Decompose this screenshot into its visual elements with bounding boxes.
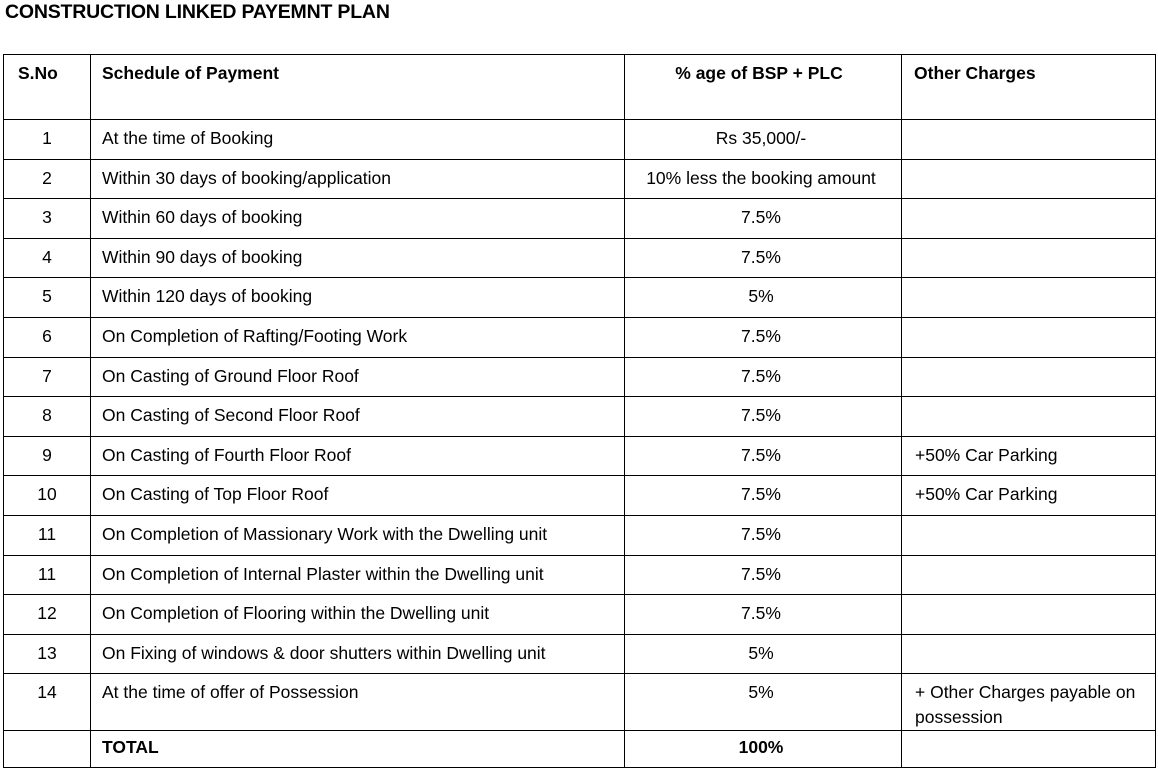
- table-row: [4, 555, 1156, 595]
- cell-percentage: [625, 278, 902, 318]
- cell-other-charges: [902, 634, 1156, 674]
- cell-schedule: [91, 436, 625, 476]
- table-row: [4, 278, 1156, 318]
- cell-percentage: [625, 120, 902, 160]
- other-charges-text: [902, 358, 1155, 364]
- total-label: TOTAL: [102, 737, 159, 758]
- cell-schedule: [91, 731, 625, 768]
- percentage-text: 7.5%: [741, 444, 781, 465]
- percentage-text: 7.5%: [741, 523, 781, 544]
- cell-schedule: [91, 476, 625, 516]
- other-charges-text: [902, 516, 1155, 522]
- cell-sno: [4, 595, 91, 635]
- percentage-text: 7.5%: [741, 246, 781, 267]
- cell-percentage: [625, 731, 902, 768]
- cell-sno: [4, 317, 91, 357]
- cell-sno: [4, 731, 91, 768]
- table-row: [4, 397, 1156, 437]
- cell-schedule: [91, 397, 625, 437]
- sno-text: 2: [42, 167, 52, 188]
- sno-text: 12: [37, 603, 57, 624]
- cell-sno: [4, 555, 91, 595]
- total-other-charges: [902, 731, 1155, 737]
- table-row: [4, 674, 1156, 731]
- cell-percentage: [625, 634, 902, 674]
- table-row: [4, 238, 1156, 278]
- other-charges-text: [902, 160, 1155, 166]
- other-charges-text: [902, 556, 1155, 562]
- sno-text: 1: [42, 128, 52, 148]
- cell-schedule: [91, 317, 625, 357]
- cell-schedule: [91, 357, 625, 397]
- header-percentage-label: % age of BSP + PLC: [675, 63, 843, 83]
- cell-schedule: [91, 555, 625, 595]
- other-charges-text: [902, 397, 1155, 403]
- percentage-text: Rs 35,000/-: [715, 128, 807, 148]
- cell-schedule: [91, 515, 625, 555]
- table-row: [4, 436, 1156, 476]
- cell-sno: [4, 515, 91, 555]
- sno-text: 9: [42, 444, 52, 465]
- percentage-text: 7.5%: [741, 365, 781, 386]
- header-schedule-label: Schedule of Payment: [102, 63, 279, 83]
- schedule-text: On Casting of Top Floor Roof: [102, 484, 329, 505]
- cell-sno: [4, 238, 91, 278]
- sno-text: 3: [42, 207, 52, 228]
- percentage-text: 5%: [748, 286, 774, 307]
- other-charges-text: [902, 239, 1155, 245]
- percentage-text: 7.5%: [741, 563, 781, 584]
- cell-percentage: [625, 357, 902, 397]
- table-row: [4, 515, 1156, 555]
- header-other-charges: [902, 55, 1156, 120]
- page-title: CONSTRUCTION LINKED PAYEMNT PLAN: [5, 1, 390, 23]
- table-header-row: [4, 55, 1156, 120]
- payment-plan-table: [3, 54, 1156, 768]
- other-charges-text: [902, 635, 1155, 641]
- cell-other-charges: [902, 238, 1156, 278]
- sno-text: 8: [42, 405, 52, 426]
- header-sno: [4, 55, 91, 120]
- cell-other-charges: [902, 555, 1156, 595]
- sno-text: 10: [37, 484, 57, 505]
- cell-sno: [4, 674, 91, 731]
- cell-other-charges: [902, 476, 1156, 516]
- table-row: [4, 476, 1156, 516]
- cell-percentage: [625, 515, 902, 555]
- header-other-charges-label: Other Charges: [914, 63, 1036, 83]
- cell-sno: [4, 199, 91, 239]
- schedule-text: Within 120 days of booking: [102, 286, 313, 307]
- cell-schedule: [91, 634, 625, 674]
- total-row: [4, 731, 1156, 768]
- other-charges-text: [902, 595, 1155, 601]
- percentage-text: 7.5%: [741, 484, 781, 505]
- cell-percentage: [625, 317, 902, 357]
- schedule-text: Within 60 days of booking: [102, 207, 303, 228]
- schedule-text: On Fixing of windows & door shutters within Dwelling unit: [102, 642, 546, 663]
- other-charges-text: [902, 278, 1155, 284]
- sno-text: 11: [37, 523, 57, 544]
- cell-schedule: [91, 595, 625, 635]
- cell-percentage: [625, 159, 902, 199]
- other-charges-text: [902, 120, 1155, 126]
- cell-schedule: [91, 199, 625, 239]
- sno-text: 14: [37, 682, 57, 703]
- sno-text: 4: [42, 246, 52, 267]
- other-charges-text: +50% Car Parking: [915, 444, 1058, 465]
- cell-percentage: [625, 199, 902, 239]
- schedule-text: On Completion of Massionary Work with the Dwelling unit: [102, 523, 548, 544]
- schedule-text: On Completion of Internal Plaster within the Dwelling unit: [102, 563, 544, 584]
- cell-schedule: [91, 238, 625, 278]
- schedule-text: On Casting of Fourth Floor Roof: [102, 444, 351, 465]
- cell-other-charges: [902, 515, 1156, 555]
- cell-percentage: [625, 595, 902, 635]
- table-row: [4, 595, 1156, 635]
- cell-other-charges: [902, 120, 1156, 160]
- percentage-text: 5%: [748, 642, 774, 663]
- other-charges-text: +50% Car Parking: [915, 484, 1058, 505]
- table-row: [4, 199, 1156, 239]
- schedule-text: On Casting of Ground Floor Roof: [102, 365, 359, 386]
- cell-percentage: [625, 674, 902, 731]
- sno-text: 7: [42, 365, 52, 386]
- cell-other-charges: [902, 278, 1156, 318]
- cell-schedule: [91, 278, 625, 318]
- sno-text: 13: [37, 642, 57, 663]
- sno-text: 5: [42, 286, 52, 307]
- cell-sno: [4, 357, 91, 397]
- cell-schedule: [91, 674, 625, 731]
- cell-other-charges: [902, 357, 1156, 397]
- header-schedule: [91, 55, 625, 120]
- table-row: [4, 357, 1156, 397]
- sno-text: 6: [42, 325, 52, 346]
- cell-other-charges: [902, 595, 1156, 635]
- schedule-text: On Casting of Second Floor Roof: [102, 405, 360, 426]
- cell-sno: [4, 476, 91, 516]
- cell-schedule: [91, 120, 625, 160]
- other-charges-text: + Other Charges payable on possession: [915, 682, 1136, 728]
- cell-percentage: [625, 555, 902, 595]
- schedule-text: Within 90 days of booking: [102, 246, 303, 267]
- percentage-text: 10% less the booking amount: [646, 167, 876, 188]
- other-charges-text: [902, 199, 1155, 205]
- cell-schedule: [91, 159, 625, 199]
- header-percentage: [625, 55, 902, 120]
- cell-other-charges: [902, 317, 1156, 357]
- percentage-text: 7.5%: [741, 603, 781, 624]
- cell-sno: [4, 397, 91, 437]
- table-row: [4, 120, 1156, 160]
- cell-percentage: [625, 238, 902, 278]
- percentage-text: 7.5%: [741, 207, 781, 228]
- cell-other-charges: [902, 731, 1156, 768]
- cell-sno: [4, 278, 91, 318]
- cell-percentage: [625, 436, 902, 476]
- cell-other-charges: [902, 397, 1156, 437]
- cell-other-charges: [902, 436, 1156, 476]
- schedule-text: On Completion of Flooring within the Dwelling unit: [102, 603, 490, 624]
- schedule-text: On Completion of Rafting/Footing Work: [102, 325, 408, 346]
- table-row: [4, 159, 1156, 199]
- table-row: [4, 634, 1156, 674]
- cell-percentage: [625, 476, 902, 516]
- schedule-text: Within 30 days of booking/application: [102, 167, 391, 188]
- schedule-text: At the time of Booking: [102, 128, 274, 148]
- total-sno-text: [4, 731, 90, 737]
- cell-sno: [4, 436, 91, 476]
- table-row: [4, 317, 1156, 357]
- cell-other-charges: [902, 159, 1156, 199]
- cell-sno: [4, 634, 91, 674]
- percentage-text: 7.5%: [741, 325, 781, 346]
- schedule-text: At the time of offer of Possession: [102, 682, 359, 703]
- total-percentage: 100%: [738, 737, 784, 758]
- header-sno-label: S.No: [18, 63, 58, 83]
- percentage-text: 5%: [748, 682, 774, 703]
- cell-other-charges: [902, 199, 1156, 239]
- sno-text: 11: [37, 563, 57, 584]
- cell-percentage: [625, 397, 902, 437]
- percentage-text: 7.5%: [741, 405, 781, 426]
- cell-sno: [4, 120, 91, 160]
- cell-sno: [4, 159, 91, 199]
- other-charges-text: [902, 318, 1155, 324]
- cell-other-charges: [902, 674, 1156, 731]
